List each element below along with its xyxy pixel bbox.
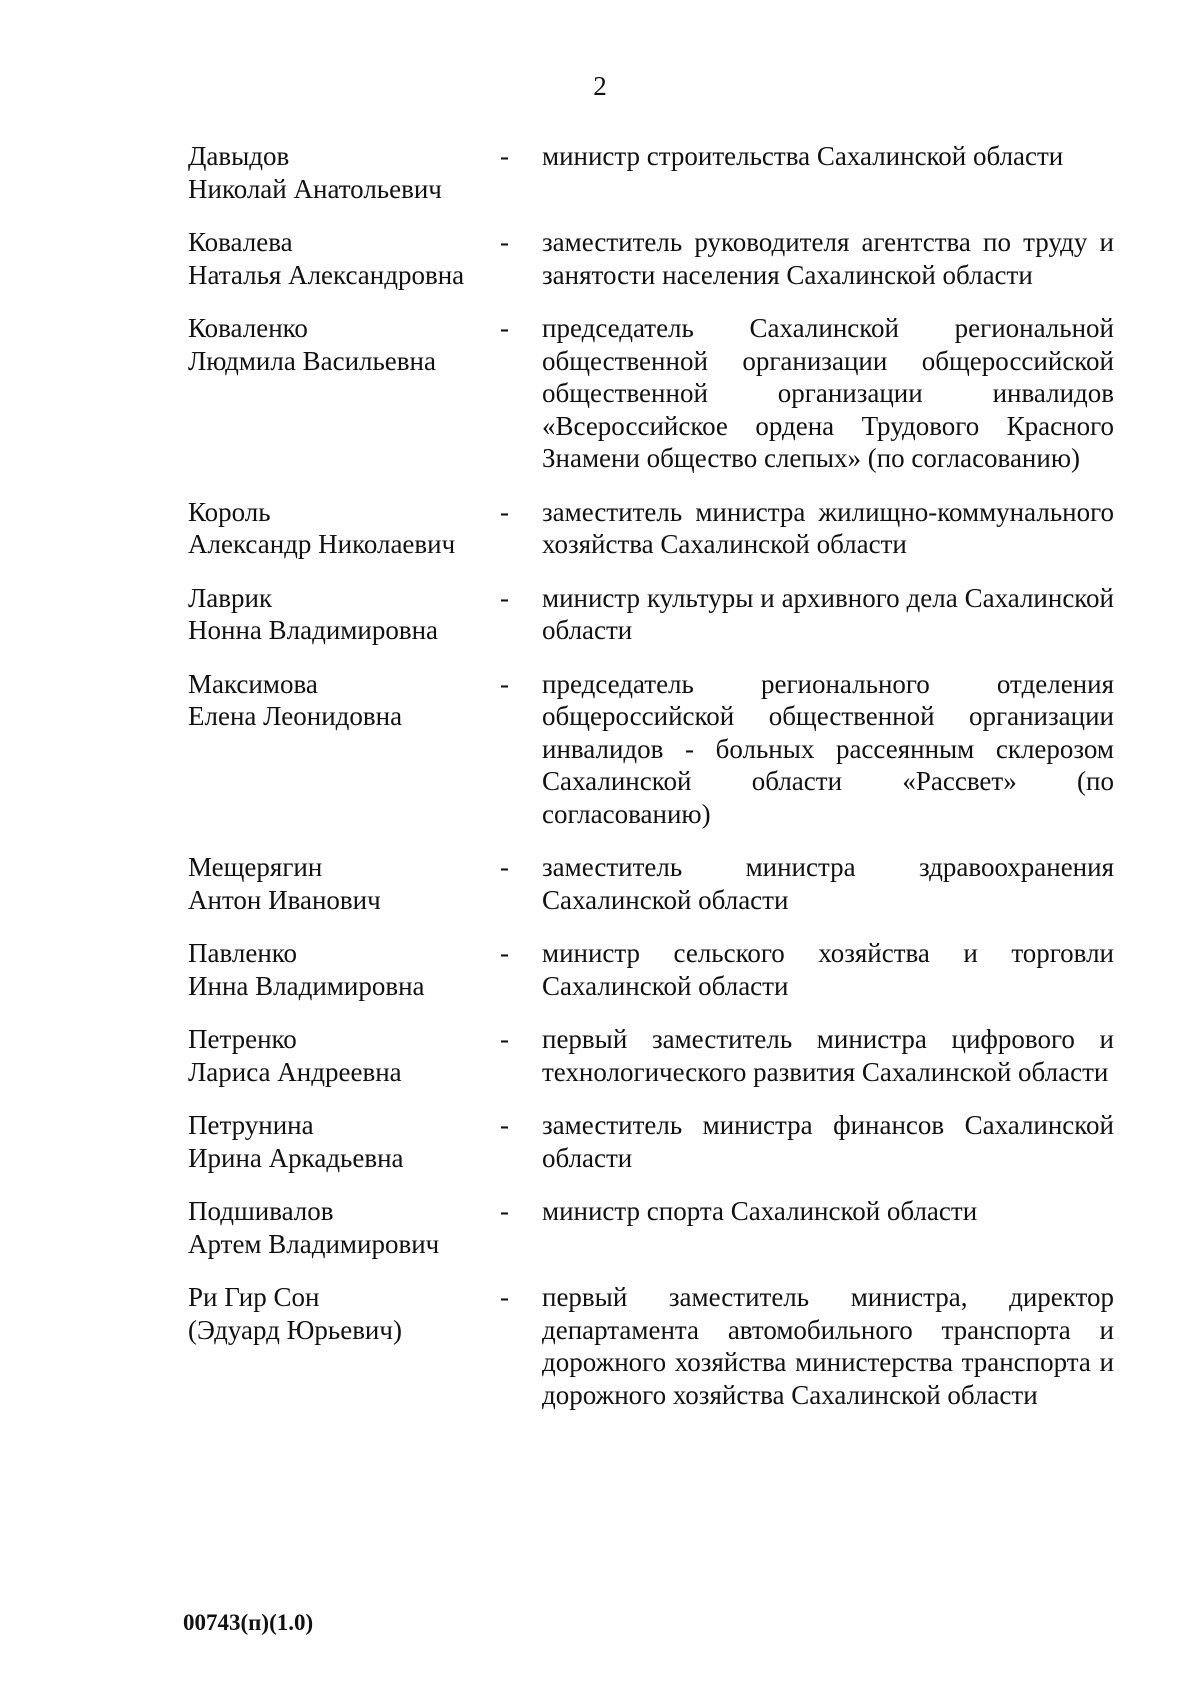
member-row [188, 226, 1118, 291]
member-row [188, 668, 1118, 831]
member-role: заместитель министра здравоохранения Сахалинской области [542, 852, 1114, 915]
member-surname: Король [188, 496, 271, 527]
member-surname: Коваленко [188, 313, 308, 343]
member-surname: Петрунина [188, 1110, 314, 1140]
page-number: 2 [593, 71, 607, 101]
document-code: 00743(п)(1.0) [183, 1610, 314, 1635]
member-surname: Ри Гир Сон [188, 1282, 320, 1312]
member-role: министр спорта Сахалинской области [542, 1196, 978, 1226]
member-dash: - [500, 496, 509, 527]
member-list [188, 140, 1118, 1432]
member-name [188, 668, 500, 733]
member-role: председатель регионального отделения общероссийской общественной организации инвалидов - больных рассеянным склерозом Сахалинской области «Рассвет» (по согласованию) [542, 668, 1114, 829]
member-name [188, 140, 500, 205]
member-given-names: Лариса Андреевна [188, 1056, 402, 1087]
member-name [188, 1023, 500, 1088]
member-name [188, 582, 500, 647]
member-name [188, 226, 500, 291]
member-row [188, 1281, 1118, 1411]
member-surname: Давыдов [188, 141, 290, 171]
member-surname: Ковалева [188, 227, 293, 257]
member-dash: - [500, 852, 509, 882]
member-role: заместитель министра жилищно-коммунального хозяйства Сахалинской области [542, 496, 1114, 559]
member-surname: Подшивалов [188, 1196, 334, 1226]
member-role: председатель Сахалинской региональной общественной организации общероссийской общественной организации инвалидов «Всероссийское ордена Трудового Красного Знамени общество слепых» (по согласованию) [542, 313, 1114, 473]
member-surname: Павленко [188, 938, 298, 968]
member-dash: - [500, 938, 509, 968]
member-given-names: Инна Владимировна [188, 970, 425, 1001]
member-row [188, 140, 1118, 205]
member-role: заместитель министра финансов Сахалинской области [542, 1110, 1114, 1173]
member-dash: - [500, 227, 509, 257]
member-surname: Лаврик [188, 582, 273, 613]
member-given-names: Людмила Васильевна [188, 345, 436, 376]
member-role: министр строительства Сахалинской области [542, 141, 1064, 171]
member-row [188, 496, 1118, 561]
member-dash: - [500, 313, 509, 343]
member-given-names: Наталья Александровна [188, 259, 465, 290]
member-role: заместитель руководителя агентства по труду и занятости населения Сахалинской области [542, 227, 1114, 290]
member-row [188, 851, 1118, 916]
member-name [188, 851, 500, 916]
member-dash: - [500, 582, 509, 613]
member-given-names: (Эдуард Юрьевич) [188, 1314, 402, 1345]
member-dash: - [500, 668, 509, 699]
member-name [188, 1109, 500, 1174]
member-role: министр сельского хозяйства и торговли Сахалинской области [542, 938, 1114, 1001]
member-surname: Петренко [188, 1024, 297, 1054]
member-row [188, 582, 1118, 647]
member-row [188, 937, 1118, 1002]
member-dash: - [500, 1196, 509, 1226]
member-given-names: Ирина Аркадьевна [188, 1142, 404, 1173]
member-name [188, 937, 500, 1002]
member-given-names: Николай Анатольевич [188, 173, 442, 204]
member-dash: - [500, 141, 509, 171]
member-given-names: Елена Леонидовна [188, 701, 403, 731]
member-role: первый заместитель министра, директор департамента автомобильного транспорта и дорожного хозяйства министерства транспорта и дорожного хозяйства Сахалинской области [542, 1282, 1114, 1410]
member-role: первый заместитель министра цифрового и технологического развития Сахалинской области [542, 1024, 1114, 1087]
member-name [188, 1195, 500, 1260]
member-role: министр культуры и архивного дела Сахалинской области [542, 582, 1114, 645]
member-dash: - [500, 1282, 509, 1312]
member-name [188, 312, 500, 377]
member-row [188, 312, 1118, 475]
member-name [188, 1281, 500, 1346]
member-given-names: Антон Иванович [188, 884, 381, 915]
member-dash: - [500, 1024, 509, 1054]
member-surname: Мещерягин [188, 852, 323, 882]
member-dash: - [500, 1110, 509, 1140]
member-given-names: Александр Николаевич [188, 529, 456, 559]
member-surname: Максимова [188, 668, 318, 699]
member-row [188, 1195, 1118, 1260]
member-row [188, 1023, 1118, 1088]
member-given-names: Артем Владимирович [188, 1228, 440, 1259]
member-name [188, 496, 500, 561]
member-row [188, 1109, 1118, 1174]
member-given-names: Нонна Владимировна [188, 615, 439, 645]
